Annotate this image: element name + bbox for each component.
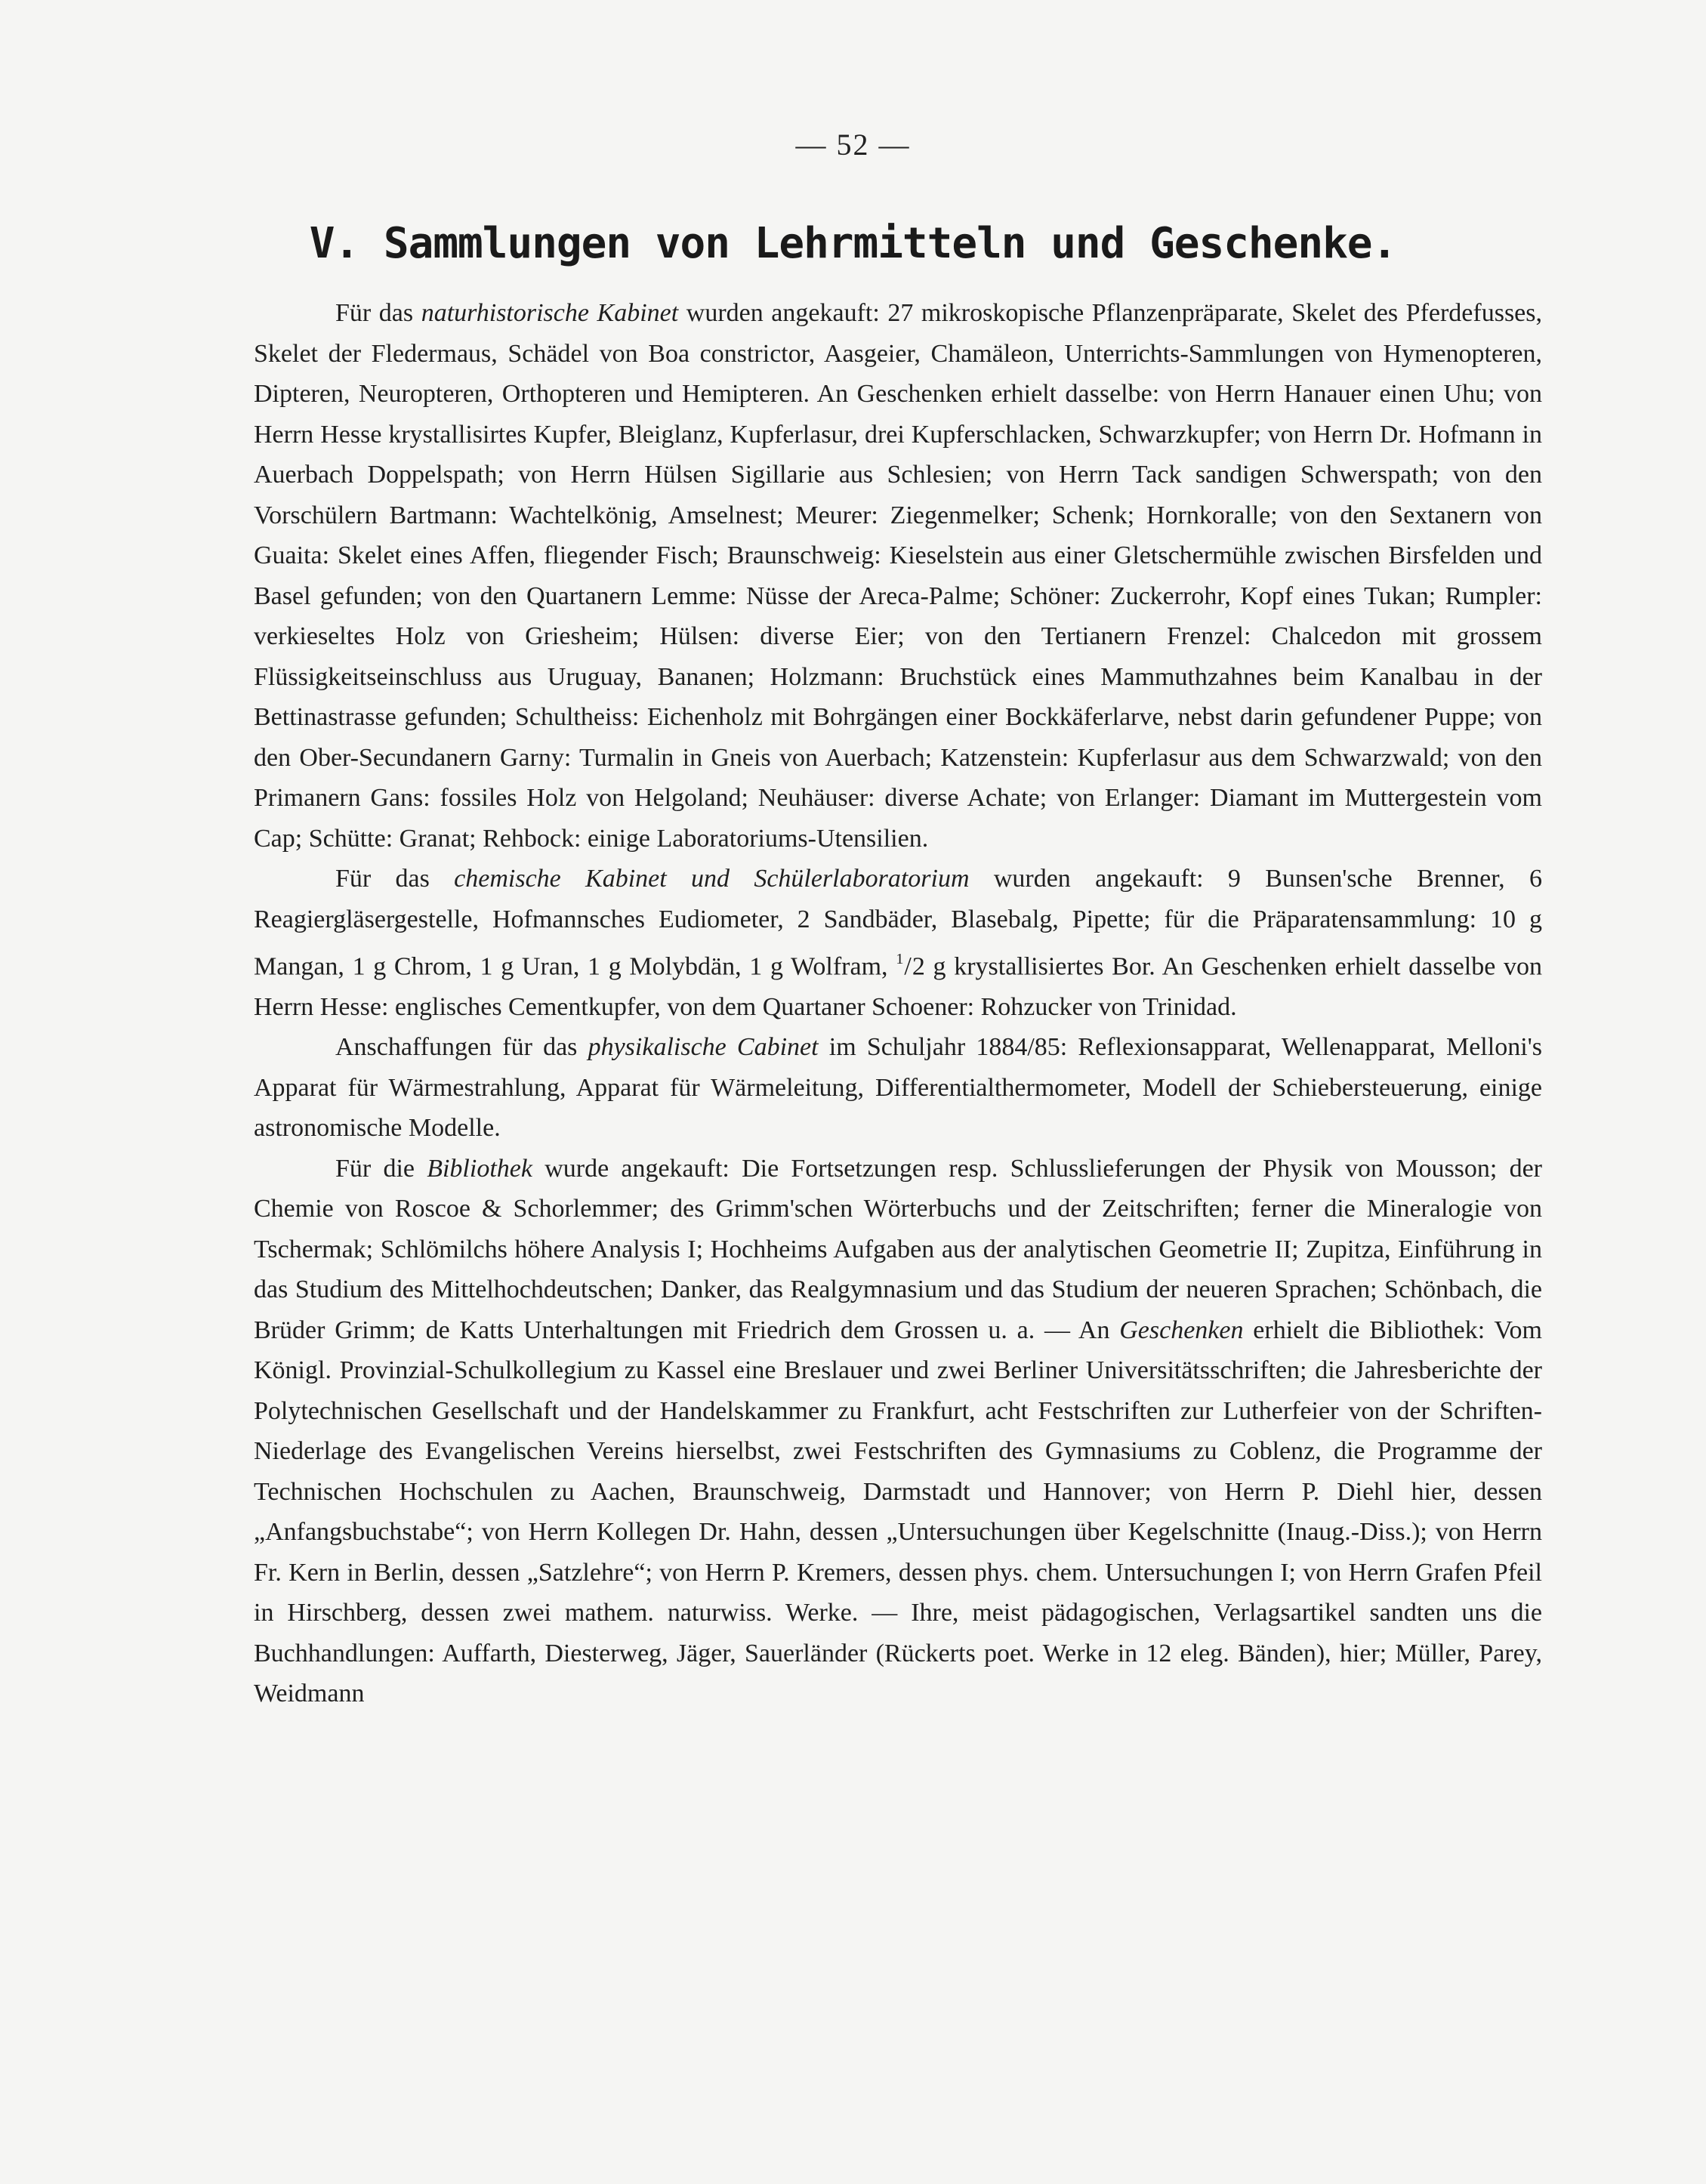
section-title: V. Sammlungen von Lehrmitteln und Geschenke. [309,219,1397,268]
p3-text-a: Anschaffungen für das [335,1033,588,1062]
page-number: — 52 — [795,128,911,162]
fraction-numerator: 1 [896,951,904,967]
p4-text-a: Für die [335,1154,427,1183]
paragraph-library [254,1149,1542,1714]
p4-text-c: erhielt die Bibliothek: Vom Königl. Provinzial-Schulkollegium zu Kassel eine Breslauer und zwei Berliner Universitätsschriften; die Jahresberichte der Polytechnischen Gesellschaft und der Handelskammer zu Frankfurt, acht Festschriften zur Lutherfeier von der Schriften-Niederlage des Evangelischen Vereins hierselbst, zwei Festschriften des Gymnasiums zu Coblenz, die Programme der Technischen Hochschulen zu Aachen, Braunschweig, Darmstadt und Hannover; von Herrn P. Diehl hier, dessen „Anfangsbuchstabe“; von Herrn Kollegen Dr. Hahn, dessen „Untersuchungen über Kegelschnitte (Inaug.-Diss.); von Herrn Fr. Kern in Berlin, dessen „Satzlehre“; von Herrn P. Kremers, dessen phys. chem. Untersuchungen I; von Herrn Grafen Pfeil in Hirschberg, dessen zwei mathem. naturwiss. Werke. — Ihre, meist pädagogischen, Verlagsartikel sandten uns die Buchhandlungen: Auffarth, Diesterweg, Jäger, Sauerländer (Rückerts poet. Werke in 12 eleg. Bänden), hier; Müller, Parey, Weidmann [254,1316,1542,1708]
p3-emphasis: physikalische Cabinet [588,1033,819,1062]
body-text [254,293,1542,1714]
p4-emphasis-b: Geschenken [1119,1316,1244,1344]
p4-text-b: wurde angekauft: Die Fortsetzungen resp. Schlusslieferungen der Physik von Mousson; der Chemie von Roscoe & Schorlemmer; des Grimm'schen Wörterbuchs und der Zeitschriften; ferner die Mineralogie von Tschermak; Schlömilchs höhere Analysis I; Hochheims Aufgaben aus der analytischen Geometrie II; Zupitza, Einführung in das Studium des Mittelhochdeutschen; Danker, das Realgymnasium und das Studium der neueren Sprachen; Schönbach, die Brüder Grimm; de Katts Unterhaltungen mit Friedrich dem Grossen u. a. — An [254,1154,1542,1344]
p2-text-c: g krystallisiertes Bor. An Geschenken erhielt dasselbe von Herrn Hesse: englisches Cementkupfer, von dem Quartaner Schoener: Rohzucker von Trinidad. [254,952,1542,1021]
paragraph-chemistry [254,859,1542,1027]
p2-emphasis: chemische Kabinet und Schülerlaboratorium [454,865,970,893]
p2-text-b: wurden angekauft: 9 Bunsen'sche Brenner, 6 Reagiergläsergestelle, Hofmannsches Eudiometer, 2 Sandbäder, Blasebalg, Pipette; für die Präparatensammlung: 10 g Mangan, 1 g Chrom, 1 g Uran, 1 g Molybdän, 1 g Wolfram, [254,865,1542,981]
fraction-denominator: 2 [912,952,925,981]
fraction-slash: / [904,952,912,981]
paragraph-natural-history [254,293,1542,859]
p1-text-a: Für das [335,299,421,327]
p1-emphasis: naturhistorische Kabinet [421,299,679,327]
p4-emphasis-a: Bibliothek [427,1154,532,1183]
p2-text-a: Für das [335,865,455,893]
paragraph-physics [254,1027,1542,1149]
p1-text-b: wurden angekauft: 27 mikroskopische Pflanzenpräparate, Skelet des Pferdefusses, Skelet der Fledermaus, Schädel von Boa constrictor, Aasgeier, Chamäleon, Unterrichts-Sammlungen von Hymenopteren, Dipteren, Neuropteren, Orthopteren und Hemipteren. An Geschenken erhielt dasselbe: von Herrn Hanauer einen Uhu; von Herrn Hesse krystallisirtes Kupfer, Bleiglanz, Kupferlasur, drei Kupferschlacken, Schwarzkupfer; von Herrn Dr. Hofmann in Auerbach Doppelspath; von Herrn Hülsen Sigillarie aus Schlesien; von Herrn Tack sandigen Schwerspath; von den Vorschülern Bartmann: Wachtelkönig, Amselnest; Meurer: Ziegenmelker; Schenk; Hornkoralle; von den Sextanern von Guaita: Skelet eines Affen, fliegender Fisch; Braunschweig: Kieselstein aus einer Gletschermühle zwischen Birsfelden und Basel gefunden; von den Quartanern Lemme: Nüsse der Areca-Palme; Schöner: Zuckerrohr, Kopf eines Tukan; Rumpler: verkieseltes Holz von Griesheim; Hülsen: diverse Eier; von den Tertianern Frenzel: Chalcedon mit grossem Flüssigkeitseinschluss aus Uruguay, Bananen; Holzmann: Bruchstück eines Mammuthzahnes beim Kanalbau in der Bettinastrasse gefunden; Schultheiss: Eichenholz mit Bohrgängen einer Bockkäferlarve, nebst darin gefundener Puppe; von den Ober-Secundanern Garny: Turmalin in Gneis von Auerbach; Katzenstein: Kupferlasur aus dem Schwarzwald; von den Primanern Gans: fossiles Holz von Helgoland; Neuhäuser: diverse Achate; von Erlanger: Diamant im Muttergestein vom Cap; Schütte: Granat; Rehbock: einige Laboratoriums-Utensilien. [254,299,1543,853]
p3-text-b: im Schuljahr 1884/85: Reflexionsapparat, Wellenapparat, Melloni's Apparat für Wärmestrahlung, Apparat für Wärmeleitung, Differentialthermometer, Modell der Schiebersteuerung, einige astronomische Modelle. [254,1033,1543,1143]
